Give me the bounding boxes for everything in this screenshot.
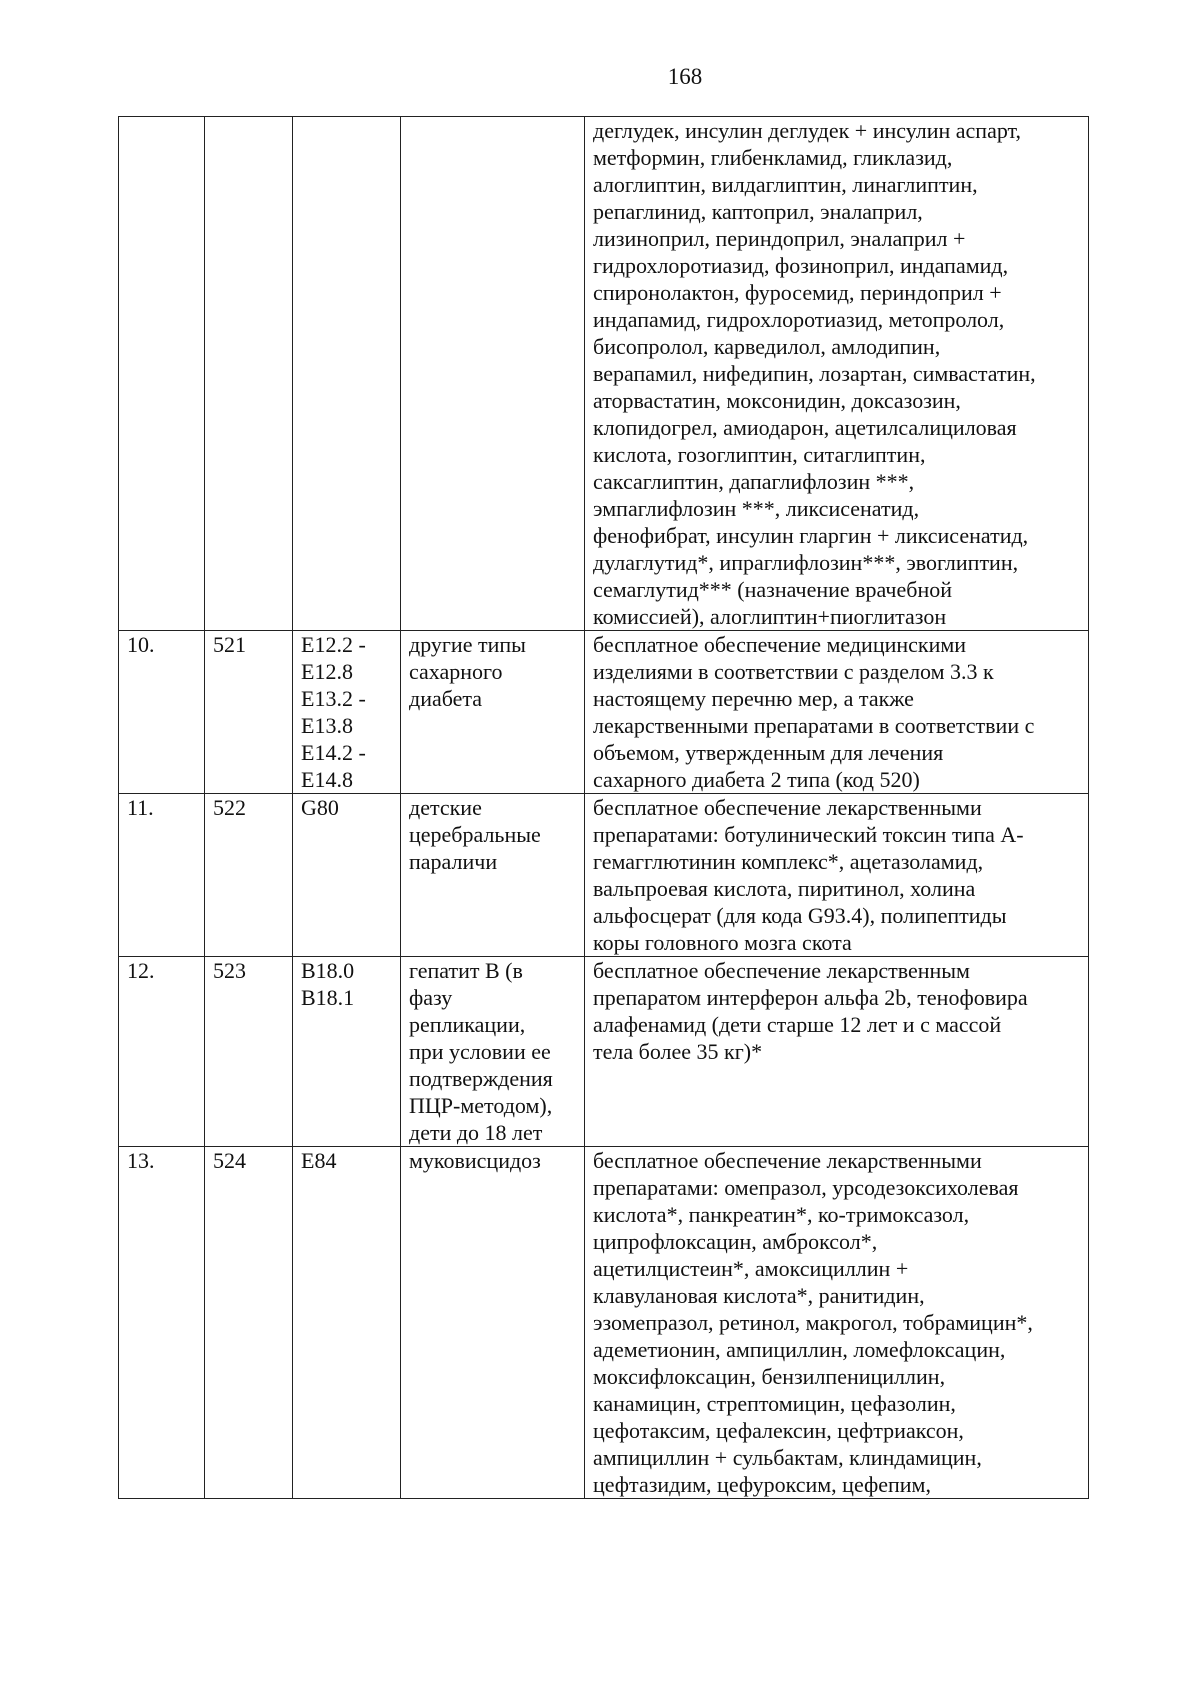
row-number-cell: 13. (119, 1147, 205, 1499)
condition-cell: другие типы сахарного диабета (401, 631, 585, 794)
treatment-cell: бесплатное обеспечение лекарственными препаратами: ботулинический токсин типа А- гемагглютинин комплекс*, ацетазоламид, вальпроевая кислота, пиритинол, холина альфосцерат (для кода G93.4), полипептиды коры головного мозга скота (585, 794, 1089, 957)
table-row (119, 117, 1089, 631)
treatment-cell: бесплатное обеспечение лекарственным препаратом интерферон альфа 2b, тенофовира алафенамид (дети старше 12 лет и с массой тела более 35 кг)* (585, 957, 1089, 1147)
table-row (119, 1147, 1089, 1499)
measure-code-cell: 522 (205, 794, 293, 957)
icd-code-cell (293, 117, 401, 631)
treatment-cell: деглудек, инсулин деглудек + инсулин аспарт, метформин, глибенкламид, гликлазид, алоглиптин, вилдаглиптин, линаглиптин, репаглинид, каптоприл, эналаприл, лизиноприл, периндоприл, эналаприл + гидрохлоротиазид, фозиноприл, индапамид, спиронолактон, фуросемид, периндоприл + индапамид, гидрохлоротиазид, метопролол, бисопролол, карведилол, амлодипин, верапамил, нифедипин, лозартан, симвастатин, аторвастатин, моксонидин, доксазозин, клопидогрел, амиодарон, ацетилсалициловая кислота, гозоглиптин, ситаглиптин, саксаглиптин, дапаглифлозин ***, эмпаглифлозин ***, ликсисенатид, фенофибрат, инсулин гларгин + ликсисенатид, дулаглутид*, ипраглифлозин***, эвоглиптин, семаглутид*** (назначение врачебной комиссией), алоглиптин+пиоглитазон (585, 117, 1089, 631)
measure-code-cell: 524 (205, 1147, 293, 1499)
condition-cell (401, 117, 585, 631)
page-number: 168 (667, 64, 703, 89)
icd-code-cell: B18.0 B18.1 (293, 957, 401, 1147)
treatment-cell: бесплатное обеспечение лекарственными препаратами: омепразол, урсодезоксихолевая кислота*, панкреатин*, ко-тримоксазол, ципрофлоксацин, амброксол*, ацетилцистеин*, амоксициллин + клавулановая кислота*, ранитидин, эзомепразол, ретинол, макрогол, тобрамицин*, адеметионин, ампициллин, ломефлоксацин, моксифлоксацин, бензилпенициллин, канамицин, стрептомицин, цефазолин, цефотаксим, цефалексин, цефтриаксон, ампициллин + сульбактам, клиндамицин, цефтазидим, цефуроксим, цефепим, (585, 1147, 1089, 1499)
row-number-cell (119, 117, 205, 631)
condition-cell: гепатит В (в фазу репликации, при условии ее подтверждения ПЦР-методом), дети до 18 лет (401, 957, 585, 1147)
table-row (119, 957, 1089, 1147)
treatment-cell: бесплатное обеспечение медицинскими изделиями в соответствии с разделом 3.3 к настоящему перечню мер, а также лекарственными препаратами в соответствии с объемом, утвержденным для лечения сахарного диабета 2 типа (код 520) (585, 631, 1089, 794)
measures-table (118, 116, 1089, 1499)
condition-cell: детские церебральные параличи (401, 794, 585, 957)
measure-code-cell: 521 (205, 631, 293, 794)
condition-cell: муковисцидоз (401, 1147, 585, 1499)
icd-code-cell: E84 (293, 1147, 401, 1499)
icd-code-cell: G80 (293, 794, 401, 957)
row-number-cell: 12. (119, 957, 205, 1147)
icd-code-cell: E12.2 - E12.8 E13.2 - E13.8 E14.2 - E14.8 (293, 631, 401, 794)
table-row (119, 794, 1089, 957)
measure-code-cell (205, 117, 293, 631)
row-number-cell: 11. (119, 794, 205, 957)
measure-code-cell: 523 (205, 957, 293, 1147)
row-number-cell: 10. (119, 631, 205, 794)
table-row (119, 631, 1089, 794)
